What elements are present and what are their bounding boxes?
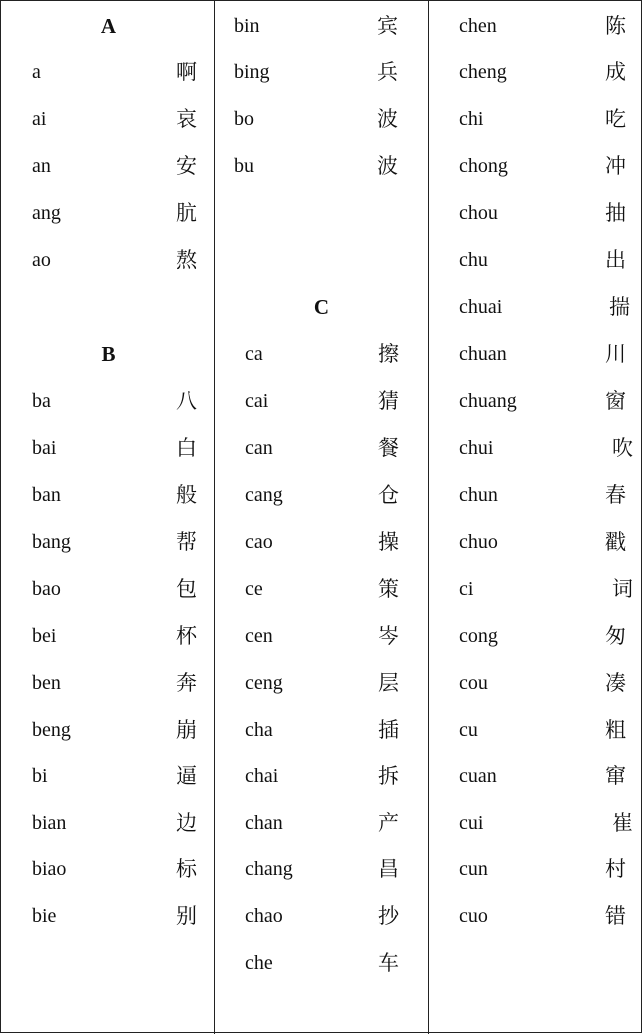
section-header-b: B (101, 342, 116, 366)
hanzi: 餐 (378, 436, 399, 460)
pinyin: beng (32, 719, 71, 741)
pinyin: chen (459, 15, 497, 37)
hanzi: 包 (176, 577, 197, 601)
list-item (234, 57, 398, 87)
pinyin: bing (234, 61, 270, 83)
hanzi: 抽 (605, 201, 626, 225)
list-item (234, 151, 398, 181)
pinyin: cai (245, 390, 269, 412)
hanzi: 拆 (378, 764, 399, 788)
pinyin: chai (245, 765, 279, 787)
pinyin: a (32, 61, 41, 83)
pinyin: chui (459, 437, 494, 459)
pinyin: bo (234, 108, 254, 130)
hanzi: 吹 (612, 436, 633, 460)
list-item (459, 574, 633, 604)
hanzi: 操 (378, 530, 399, 554)
list-item (459, 901, 626, 931)
hanzi: 岑 (378, 624, 399, 648)
list-item (459, 527, 626, 557)
pinyin: chu (459, 249, 488, 271)
pinyin: bin (234, 15, 260, 37)
list-item (234, 104, 398, 134)
hanzi: 般 (176, 483, 197, 507)
list-item (32, 621, 197, 651)
list-item (245, 948, 399, 978)
hanzi: 村 (605, 857, 626, 881)
list-item (459, 198, 626, 228)
pinyin: bi (32, 765, 48, 787)
list-item (459, 104, 626, 134)
list-item (459, 339, 626, 369)
hanzi: 错 (605, 904, 626, 928)
hanzi: 窜 (605, 764, 626, 788)
column-divider (214, 1, 215, 1034)
hanzi: 逼 (176, 764, 197, 788)
pinyin: ao (32, 249, 51, 271)
pinyin: bao (32, 578, 61, 600)
list-item (32, 386, 197, 416)
list-item (459, 621, 626, 651)
hanzi: 猜 (378, 389, 399, 413)
list-item (32, 808, 197, 838)
list-item (459, 433, 633, 463)
hanzi: 标 (176, 857, 197, 881)
pinyin: ceng (245, 672, 283, 694)
hanzi: 插 (378, 718, 399, 742)
hanzi: 冲 (605, 154, 626, 178)
pinyin: bu (234, 155, 254, 177)
hanzi: 兵 (377, 60, 398, 84)
pinyin: ban (32, 484, 61, 506)
pinyin: ben (32, 672, 61, 694)
hanzi: 车 (378, 951, 399, 975)
hanzi: 抄 (378, 904, 399, 928)
hanzi: 产 (378, 811, 399, 835)
pinyin: cui (459, 812, 484, 834)
list-item (459, 245, 626, 275)
list-item (245, 668, 399, 698)
hanzi: 昌 (378, 857, 399, 881)
hanzi: 肮 (176, 201, 197, 225)
hanzi: 白 (176, 436, 197, 460)
hanzi: 春 (605, 483, 626, 507)
pinyin: chuo (459, 531, 498, 553)
hanzi: 窗 (605, 389, 626, 413)
pinyin: chao (245, 905, 283, 927)
list-item (32, 198, 197, 228)
list-item (245, 527, 399, 557)
hanzi: 擦 (378, 342, 399, 366)
list-item (32, 433, 197, 463)
hanzi: 层 (378, 671, 399, 695)
hanzi: 陈 (605, 14, 626, 38)
column-divider (428, 1, 429, 1034)
list-item (32, 901, 197, 931)
hanzi: 崩 (176, 718, 197, 742)
list-item (32, 715, 197, 745)
hanzi: 成 (605, 60, 626, 84)
hanzi: 戳 (605, 530, 626, 554)
hanzi: 安 (176, 154, 197, 178)
pinyin: chan (245, 812, 283, 834)
hanzi: 宾 (377, 14, 398, 38)
section-header-a: A (100, 14, 117, 38)
pinyin: can (245, 437, 273, 459)
pinyin: ba (32, 390, 51, 412)
pinyin: bai (32, 437, 57, 459)
pinyin: bang (32, 531, 71, 553)
list-item (245, 901, 399, 931)
list-item (32, 104, 197, 134)
hanzi: 别 (176, 904, 197, 928)
list-item (245, 480, 399, 510)
hanzi: 策 (378, 577, 399, 601)
list-item (234, 11, 398, 41)
hanzi: 粗 (605, 718, 626, 742)
pinyin: ci (459, 578, 474, 600)
list-item (32, 151, 197, 181)
pinyin: bian (32, 812, 67, 834)
list-item (245, 621, 399, 651)
hanzi: 奔 (176, 671, 197, 695)
list-item (32, 761, 197, 791)
list-item (32, 245, 197, 275)
list-item (32, 527, 197, 557)
pinyin: biao (32, 858, 67, 880)
list-item (459, 480, 626, 510)
list-item (32, 668, 197, 698)
list-item (32, 854, 197, 884)
list-item (459, 151, 626, 181)
hanzi: 熬 (176, 248, 197, 272)
list-item (459, 761, 626, 791)
list-item (459, 57, 626, 87)
pinyin: cou (459, 672, 488, 694)
pinyin: chou (459, 202, 498, 224)
pinyin: cha (245, 719, 273, 741)
pinyin: an (32, 155, 51, 177)
list-item (459, 11, 626, 41)
list-item (459, 292, 630, 322)
hanzi: 出 (605, 248, 626, 272)
hanzi: 崔 (612, 811, 633, 835)
pinyin: cen (245, 625, 273, 647)
hanzi: 川 (605, 342, 626, 366)
hanzi: 凑 (605, 671, 626, 695)
pinyin: ce (245, 578, 263, 600)
list-item (245, 761, 399, 791)
list-item (32, 574, 197, 604)
hanzi: 揣 (609, 295, 630, 319)
pinyin: cang (245, 484, 283, 506)
list-item (245, 854, 399, 884)
pinyin: chang (245, 858, 293, 880)
list-item (245, 715, 399, 745)
pinyin: chun (459, 484, 498, 506)
list-item (245, 339, 399, 369)
list-item (32, 57, 197, 87)
hanzi: 仓 (378, 483, 399, 507)
hanzi: 匆 (605, 624, 626, 648)
list-item (459, 715, 626, 745)
pinyin: chi (459, 108, 484, 130)
list-item (245, 386, 399, 416)
pinyin: cun (459, 858, 488, 880)
pinyin: cuan (459, 765, 497, 787)
list-item (459, 808, 633, 838)
pinyin: cao (245, 531, 273, 553)
pinyin: cheng (459, 61, 507, 83)
pinyin: bei (32, 625, 57, 647)
hanzi: 啊 (176, 60, 197, 84)
pinyin: chong (459, 155, 508, 177)
list-item (459, 668, 626, 698)
list-item (459, 386, 626, 416)
list-item (245, 574, 399, 604)
section-header-c: C (313, 295, 330, 319)
list-item (245, 433, 399, 463)
hanzi: 杯 (176, 624, 197, 648)
hanzi: 八 (176, 389, 197, 413)
hanzi: 哀 (176, 107, 197, 131)
list-item (459, 854, 626, 884)
pinyin: cu (459, 719, 478, 741)
pinyin: ca (245, 343, 263, 365)
hanzi: 边 (176, 811, 197, 835)
list-item (245, 808, 399, 838)
pinyin: chuan (459, 343, 507, 365)
hanzi: 帮 (176, 530, 197, 554)
pinyin: chuai (459, 296, 503, 318)
pinyin: ai (32, 108, 47, 130)
pinyin: ang (32, 202, 61, 224)
pinyin: chuang (459, 390, 517, 412)
list-item (32, 480, 197, 510)
hanzi: 波 (377, 107, 398, 131)
hanzi: 波 (377, 154, 398, 178)
pinyin: cong (459, 625, 498, 647)
pinyin: cuo (459, 905, 488, 927)
hanzi: 词 (612, 577, 633, 601)
pinyin: bie (32, 905, 57, 927)
hanzi: 吃 (605, 107, 626, 131)
pinyin: che (245, 952, 273, 974)
